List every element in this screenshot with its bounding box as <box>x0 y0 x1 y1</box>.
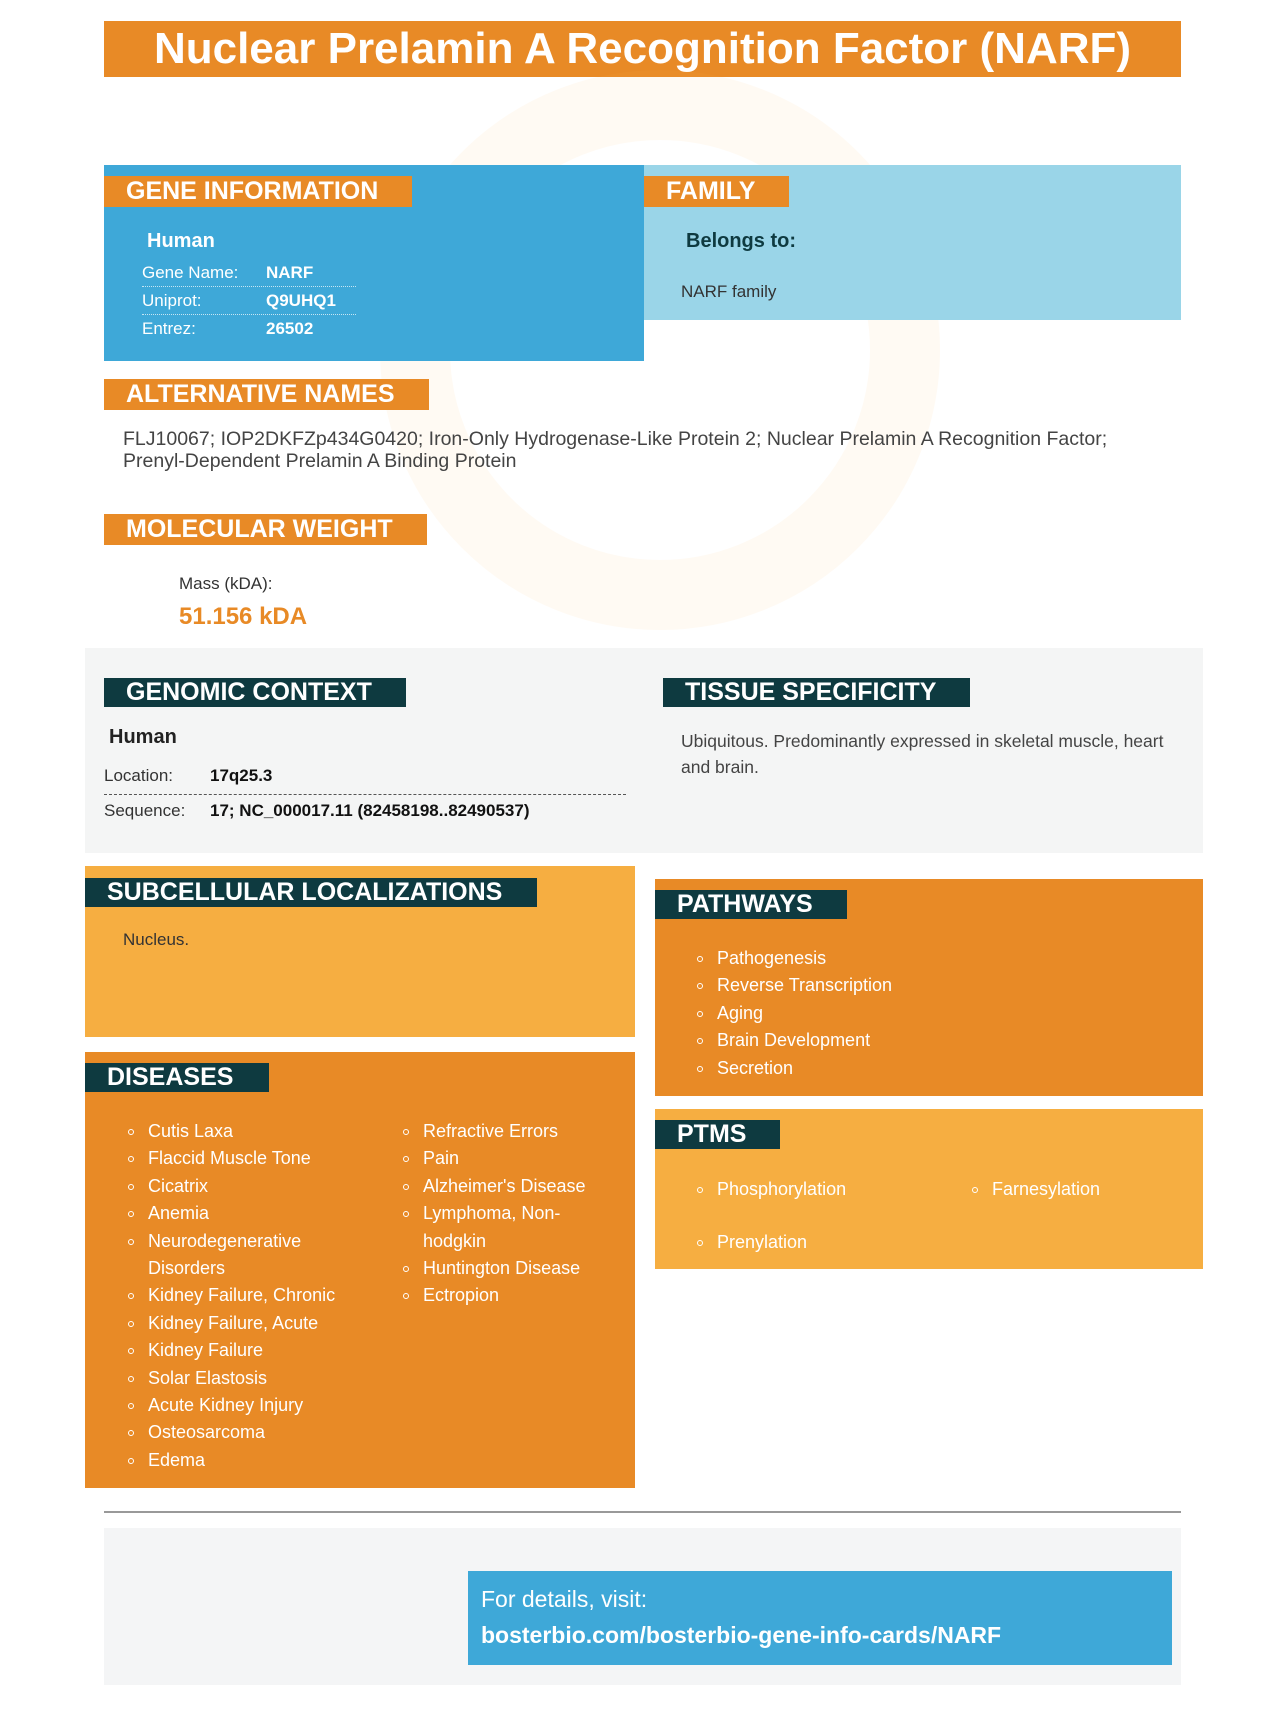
family-belongs-label: Belongs to: <box>686 230 796 252</box>
uniprot-value: Q9UHQ1 <box>266 290 336 310</box>
genomic-species: Human <box>109 726 177 748</box>
family-header: FAMILY <box>644 176 789 207</box>
disease-item: Kidney Failure, Acute <box>126 1310 335 1337</box>
diseases-list-col1 <box>126 1118 335 1474</box>
page-title: Nuclear Prelamin A Recognition Factor (NARF) <box>104 21 1181 77</box>
ptm-item: Prenylation <box>695 1229 846 1256</box>
uniprot-row <box>142 287 356 314</box>
location-label: Location: <box>104 766 173 785</box>
sequence-row <box>104 799 626 823</box>
mass-value: 51.156 kDA <box>179 603 308 630</box>
pathway-item: Brain Development <box>695 1027 892 1054</box>
gene-name-value: NARF <box>266 262 314 282</box>
gene-name-label: Gene Name: <box>142 262 239 282</box>
ptm-item: Phosphorylation <box>695 1176 846 1203</box>
subcellular-header: SUBCELLULAR LOCALIZATIONS <box>85 878 537 907</box>
disease-item: Solar Elastosis <box>126 1365 335 1392</box>
disease-item-line: Disorders <box>148 1258 226 1279</box>
location-row <box>104 764 626 795</box>
disease-item: Edema <box>126 1447 335 1474</box>
alternative-names-line-1: FLJ10067; IOP2DKFZp434G0420; Iron-Only Hydrogenase-Like Protein 2; Nuclear Prelamin A Recognition Factor; <box>123 428 1108 450</box>
disease-item: Acute Kidney Injury <box>126 1392 335 1419</box>
tissue-specificity-line-1: Ubiquitous. Predominantly expressed in skeletal muscle, heart <box>681 731 1164 751</box>
entrez-row <box>142 315 356 342</box>
ptms-header: PTMS <box>655 1120 780 1149</box>
gene-species: Human <box>147 230 215 252</box>
disease-item: Flaccid Muscle Tone <box>126 1145 335 1172</box>
disease-item: Kidney Failure <box>126 1337 335 1364</box>
disease-item: Anemia <box>126 1200 335 1227</box>
disease-item: Refractive Errors <box>401 1118 586 1145</box>
disease-item: Alzheimer's Disease <box>401 1173 586 1200</box>
disease-item: Kidney Failure, Chronic <box>126 1282 335 1309</box>
ptms-list-col1 <box>695 1176 846 1257</box>
disease-item: Cicatrix <box>126 1173 335 1200</box>
genomic-context-header: GENOMIC CONTEXT <box>104 678 406 707</box>
ptms-list-col2 <box>970 1176 1100 1203</box>
diseases-list-col2 <box>401 1118 586 1310</box>
diseases-header: DISEASES <box>85 1063 269 1092</box>
pathway-item: Secretion <box>695 1055 892 1082</box>
mass-label: Mass (kDA): <box>179 574 273 593</box>
molecular-weight-header: MOLECULAR WEIGHT <box>104 514 427 545</box>
footer-divider <box>104 1511 1181 1513</box>
gene-information-header: GENE INFORMATION <box>104 176 412 207</box>
visit-link[interactable]: bosterbio.com/bosterbio-gene-info-cards/NARF <box>481 1622 1002 1648</box>
disease-item: Cutis Laxa <box>126 1118 335 1145</box>
disease-item <box>126 1228 335 1283</box>
disease-item: Osteosarcoma <box>126 1419 335 1446</box>
pathway-item: Aging <box>695 1000 892 1027</box>
sequence-value: 17; NC_000017.11 (82458198..82490537) <box>210 801 530 820</box>
location-value: 17q25.3 <box>210 766 273 785</box>
disease-item-line: hodgkin <box>423 1230 487 1251</box>
sequence-label: Sequence: <box>104 801 186 820</box>
gene-name-row <box>142 259 356 286</box>
uniprot-label: Uniprot: <box>142 290 202 310</box>
family-value: NARF family <box>681 282 777 301</box>
tissue-specificity-header: TISSUE SPECIFICITY <box>663 678 970 707</box>
alternative-names-text <box>123 428 1183 472</box>
subcellular-text: Nucleus. <box>123 930 190 949</box>
gene-info-table <box>142 259 356 342</box>
entrez-label: Entrez: <box>142 318 196 338</box>
disease-item: Ectropion <box>401 1282 586 1309</box>
disease-item-line: Neurodegenerative <box>148 1230 302 1251</box>
disease-item: Huntington Disease <box>401 1255 586 1282</box>
pathways-list <box>695 945 892 1082</box>
ptm-item: Farnesylation <box>970 1176 1100 1203</box>
disease-item <box>401 1200 586 1255</box>
pathways-header: PATHWAYS <box>655 890 847 919</box>
alternative-names-header: ALTERNATIVE NAMES <box>104 379 429 410</box>
disease-item: Pain <box>401 1145 586 1172</box>
alternative-names-line-2: Prenyl-Dependent Prelamin A Binding Protein <box>123 450 517 472</box>
tissue-specificity-line-2: and brain. <box>681 757 759 777</box>
disease-item-line: Lymphoma, Non- <box>423 1203 561 1224</box>
visit-banner <box>468 1571 1172 1665</box>
pathway-item: Reverse Transcription <box>695 972 892 999</box>
visit-label: For details, visit: <box>481 1586 648 1612</box>
pathway-item: Pathogenesis <box>695 945 892 972</box>
tissue-specificity-text <box>681 728 1163 780</box>
entrez-value: 26502 <box>266 318 314 338</box>
